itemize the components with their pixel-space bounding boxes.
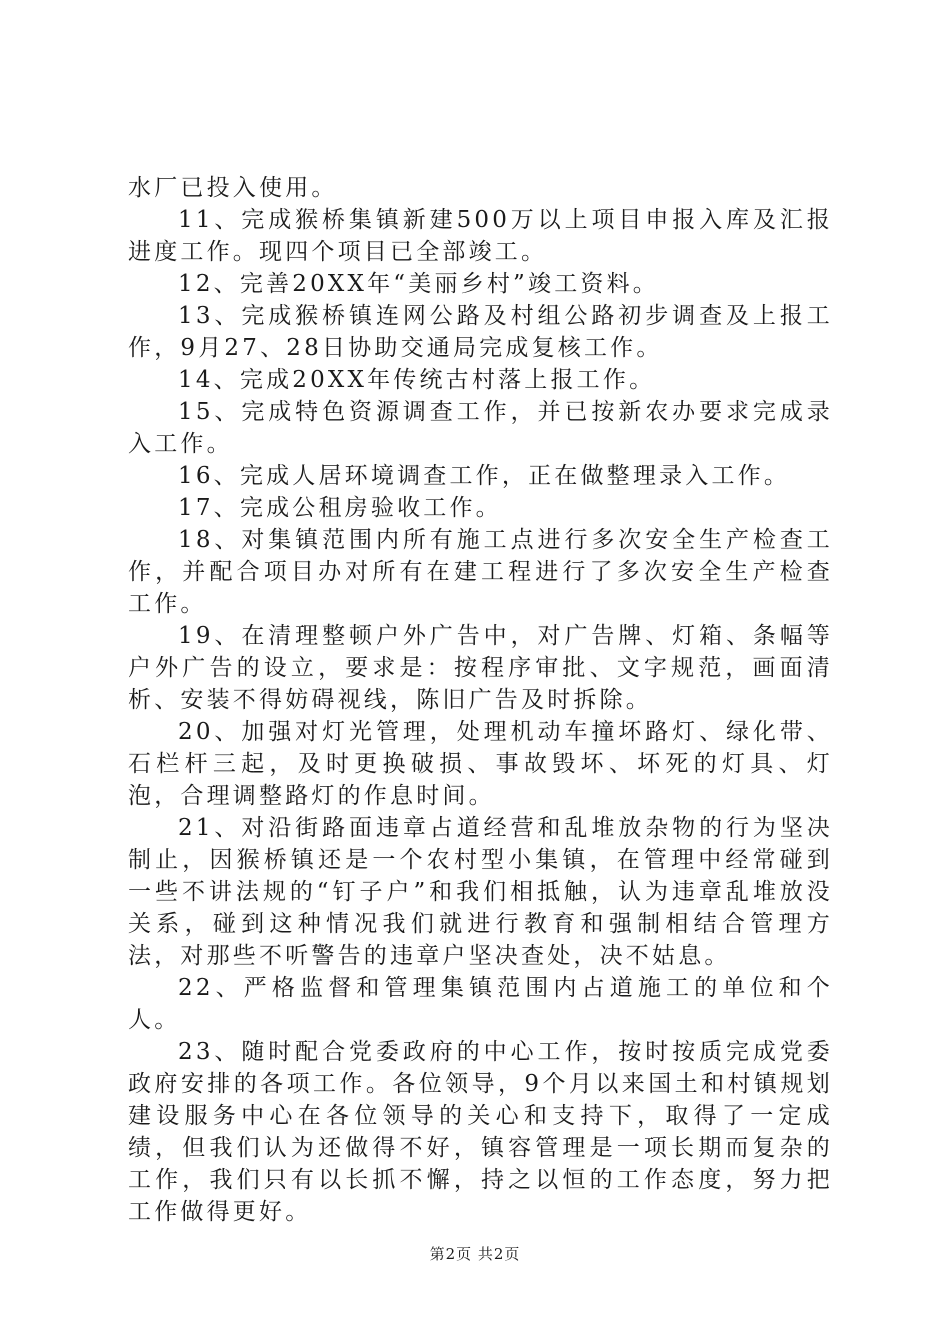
paragraph-item-14: 14、完成20XX年传统古村落上报工作。: [178, 367, 656, 393]
paragraph-item-17: 17、完成公租房验收工作。: [178, 495, 502, 521]
document-body: [128, 172, 833, 1228]
paragraph-item-23: 23、随时配合党委政府的中心工作，按时按质完成党委政府安排的各项工作。各位领导，9个月以来国土和村镇规划建设服务中心在各位领导的关心和支持下，取得了一定成绩，但我们认为还做得不好，镇容管理是一项长期而复杂的工作，我们只有以长抓不懈，持之以恒的工作态度，努力把工作做得更好。: [128, 1039, 833, 1225]
paragraph-item-13: 13、完成猴桥镇连网公路及村组公路初步调查及上报工作，9月27、28日协助交通局完成复核工作。: [128, 303, 833, 361]
paragraph-continuation: 水厂已投入使用。: [128, 175, 338, 201]
paragraph-item-12: 12、完善20XX年“美丽乡村”竣工资料。: [178, 271, 659, 297]
paragraph-item-22: 22、严格监督和管理集镇范围内占道施工的单位和个人。: [128, 975, 833, 1033]
page-number-footer: 第2页 共2页: [429, 1245, 521, 1263]
paragraph-item-16: 16、完成人居环境调查工作，正在做整理录入工作。: [178, 463, 791, 489]
paragraph-item-20: 20、加强对灯光管理，处理机动车撞坏路灯、绿化带、石栏杆三起，及时更换破损、事故毁坏、坏死的灯具、灯泡，合理调整路灯的作息时间。: [128, 719, 833, 809]
paragraph-item-21: 21、对沿街路面违章占道经营和乱堆放杂物的行为坚决制止，因猴桥镇还是一个农村型小集镇，在管理中经常碰到一些不讲法规的“钉子户”和我们相抵触，认为违章乱堆放没关系，碰到这种情况我们就进行教育和强制相结合管理方法，对那些不听警告的违章户坚决查处，决不姑息。: [128, 815, 833, 969]
paragraph-item-15: 15、完成特色资源调查工作，并已按新农办要求完成录入工作。: [128, 399, 833, 457]
paragraph-item-18: 18、对集镇范围内所有施工点进行多次安全生产检查工作，并配合项目办对所有在建工程进行了多次安全生产检查工作。: [128, 527, 833, 617]
paragraph-item-19: 19、在清理整顿户外广告中，对广告牌、灯箱、条幅等户外广告的设立，要求是：按程序审批、文字规范，画面清析、安装不得妨碍视线，陈旧广告及时拆除。: [128, 623, 833, 713]
paragraph-item-11: 11、完成猴桥集镇新建500万以上项目申报入库及汇报进度工作。现四个项目已全部竣工。: [128, 207, 833, 265]
